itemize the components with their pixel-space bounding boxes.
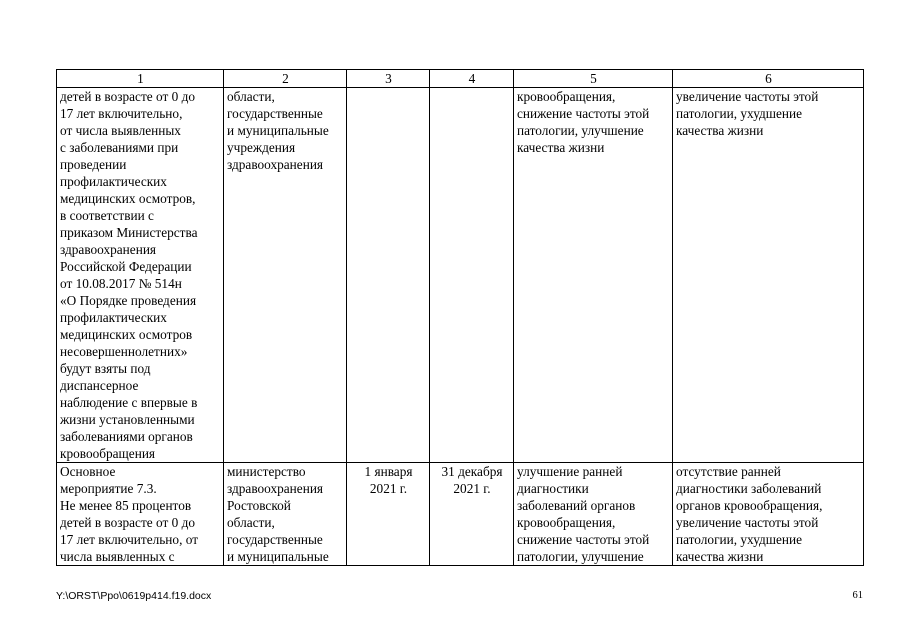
cell-end-date: 31 декабря 2021 г. (430, 463, 514, 566)
cell-consequences: увеличение частоты этой патологии, ухудшение качества жизни (673, 88, 864, 463)
cell-expected-result: улучшение ранней диагностики заболеваний органов кровообращения, снижение частоты этой патологии, улучшение (514, 463, 673, 566)
cell-consequences: отсутствие ранней диагностики заболеваний органов кровообращения, увеличение частоты этой патологии, ухудшение качества жизни (673, 463, 864, 566)
header-cell-1: 1 (57, 70, 224, 88)
cell-description: Основное мероприятие 7.3. Не менее 85 процентов детей в возрасте от 0 до 17 лет включительно, от числа выявленных с (57, 463, 224, 566)
table-header-row (57, 70, 864, 88)
cell-responsible: министерство здравоохранения Ростовской области, государственные и муниципальные (224, 463, 347, 566)
header-cell-2: 2 (224, 70, 347, 88)
cell-start-date: 1 января 2021 г. (347, 463, 430, 566)
header-cell-4: 4 (430, 70, 514, 88)
header-cell-3: 3 (347, 70, 430, 88)
header-cell-5: 5 (514, 70, 673, 88)
document-table (56, 69, 864, 566)
cell-start-date (347, 88, 430, 463)
cell-end-date (430, 88, 514, 463)
cell-responsible: области, государственные и муниципальные учреждения здравоохранения (224, 88, 347, 463)
cell-expected-result: кровообращения, снижение частоты этой патологии, улучшение качества жизни (514, 88, 673, 463)
table-row (57, 463, 864, 566)
header-cell-6: 6 (673, 70, 864, 88)
table-row (57, 88, 864, 463)
page-number: 61 (852, 590, 863, 601)
cell-description: детей в возрасте от 0 до 17 лет включительно, от числа выявленных с заболеваниями при проведении профилактических медицинских осмотров, в соответствии с приказом Министерства здравоохранения Российской Федерации от 10.08.2017 № 514н «О Порядке проведения профилактических медицинских осмотров несовершеннолетних» будут взяты под диспансерное наблюдение с впервые в жизни установленными заболеваниями органов кровообращения (57, 88, 224, 463)
footer-file-path: Y:\ORST\Ppo\0619p414.f19.docx (56, 590, 212, 602)
